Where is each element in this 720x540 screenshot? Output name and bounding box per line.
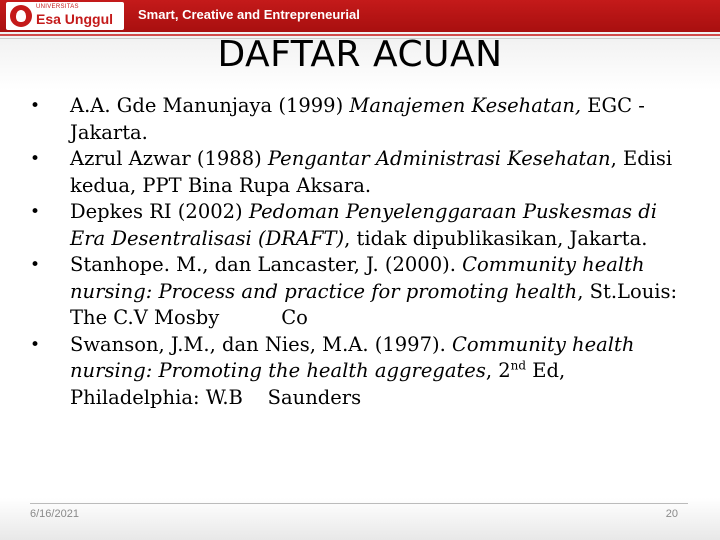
reference-item (30, 252, 690, 332)
reference-publisher: EGC -Jakarta. (70, 94, 645, 144)
reference-author: A.A. Gde Manunjaya (1999) (70, 94, 350, 117)
reference-publisher: , Edisi kedua, PPT Bina Rupa Aksara. (70, 147, 673, 197)
reference-edition: , 2 (485, 359, 511, 382)
reference-author: Stanhope. M., dan Lancaster, J. (2000). (70, 253, 463, 276)
reference-item (30, 332, 690, 412)
footer-date: 6/16/2021 (30, 508, 79, 520)
slide-title: DAFTAR ACUAN (217, 34, 503, 75)
footer-area (0, 498, 720, 540)
university-logo (6, 2, 124, 30)
reference-item (30, 93, 690, 146)
header-bar (0, 0, 720, 32)
reference-title: Pengantar Administrasi Kesehatan (267, 147, 611, 170)
reference-author: Depkes RI (2002) (70, 200, 249, 223)
reference-publisher: Ed, Philadelphia: W.B Saunders (70, 359, 572, 409)
header-tagline: Smart, Creative and Entrepreneurial (138, 7, 360, 22)
reference-edition-suffix: nd (510, 358, 527, 373)
reference-author: Swanson, J.M., dan Nies, M.A. (1997). (70, 332, 452, 356)
reference-title: Community health nursing: Process and practice for promoting health (70, 253, 645, 303)
page-number: 20 (665, 508, 678, 520)
reference-item (30, 199, 690, 252)
reference-author: Azrul Azwar (1988) (70, 147, 268, 170)
footer-divider (30, 503, 688, 504)
logo-emblem-icon (10, 5, 32, 27)
reference-publisher: , tidak dipublikasikan, Jakarta. (344, 226, 648, 250)
logo-name: Esa Unggul (36, 11, 114, 27)
reference-title: Pedoman Penyelenggaraan Puskesmas di Era Desentralisasi (DRAFT) (70, 200, 657, 250)
reference-title: Manajemen Kesehatan, (349, 94, 582, 117)
reference-item (30, 146, 690, 199)
reference-list (30, 93, 690, 411)
reference-publisher: , St.Louis: The C.V Mosby Co (70, 279, 684, 329)
logo-small-text: UNIVERSITAS (36, 4, 79, 10)
reference-title: Community health nursing: Promoting the health aggregates (70, 332, 635, 382)
